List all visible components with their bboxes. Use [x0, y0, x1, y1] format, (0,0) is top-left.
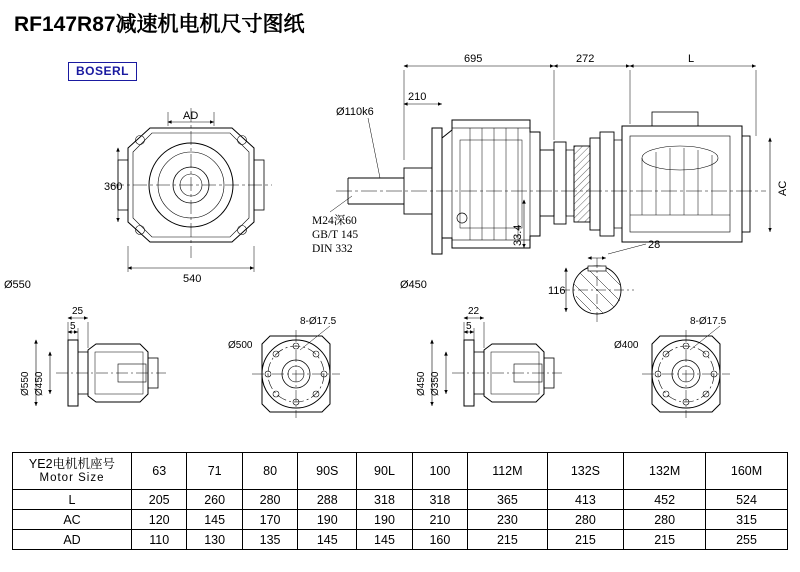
dim-AC-text: AC — [777, 180, 789, 196]
label-flange-550: Ø550 — [20, 371, 31, 396]
dim-L-text: L — [688, 53, 695, 65]
dim-AC — [770, 138, 789, 232]
cell-AD-3: 145 — [298, 530, 357, 550]
dim-210-text: 210 — [408, 91, 427, 103]
flange-view-1 — [20, 306, 166, 406]
cell-AC-9: 315 — [706, 510, 788, 530]
label-holes-right: 8-Ø17.5 — [690, 316, 727, 327]
header-cn: YE2电机机座号 — [28, 457, 116, 472]
col-size-6: 112M — [468, 453, 547, 490]
cell-AC-7: 280 — [547, 510, 624, 530]
table-row — [13, 530, 788, 550]
dim-22-text: 22 — [468, 306, 480, 317]
flange-view-3 — [416, 306, 562, 406]
dim-28-text: 28 — [648, 239, 661, 251]
cell-AD-9: 255 — [706, 530, 788, 550]
cell-AD-7: 215 — [547, 530, 624, 550]
thread-line2: GB/T 145 — [312, 229, 359, 241]
table-row — [13, 510, 788, 530]
thread-line1: M24深60 — [312, 215, 357, 227]
header-en: Motor Size — [39, 471, 105, 484]
label-d450: Ø450 — [400, 279, 427, 291]
cell-AC-6: 230 — [468, 510, 547, 530]
col-size-1: 71 — [187, 453, 242, 490]
cell-AD-8: 215 — [624, 530, 706, 550]
dim-272-text: 272 — [576, 53, 595, 65]
cell-AD-5: 160 — [412, 530, 467, 550]
col-size-5: 100 — [412, 453, 467, 490]
label-flange-400: Ø400 — [614, 340, 639, 351]
label-holes-left: 8-Ø17.5 — [300, 316, 337, 327]
cell-AC-8: 280 — [624, 510, 706, 530]
flange-view-4 — [614, 316, 730, 418]
cell-L-4: 318 — [357, 490, 412, 510]
row-label-AC: AC — [13, 510, 132, 530]
cell-L-3: 288 — [298, 490, 357, 510]
cell-AC-1: 145 — [187, 510, 242, 530]
dim-5-left-text: 5 — [70, 321, 76, 332]
left-front-view — [110, 108, 272, 258]
label-flange-500: Ø500 — [228, 340, 253, 351]
dim-33-4-text: 33.4 — [512, 224, 524, 246]
cell-AC-0: 120 — [132, 510, 187, 530]
dim-540-text: 540 — [183, 273, 202, 285]
brand-logo: BOSERL — [68, 62, 137, 81]
dim-AD-text: AD — [183, 110, 199, 122]
cell-L-5: 318 — [412, 490, 467, 510]
dim-360-text: 360 — [104, 181, 123, 193]
dim-360 — [104, 148, 122, 222]
cell-AC-5: 210 — [412, 510, 467, 530]
cell-AD-4: 145 — [357, 530, 412, 550]
cell-L-7: 413 — [547, 490, 624, 510]
dim-25-text: 25 — [72, 306, 84, 317]
cell-L-6: 365 — [468, 490, 547, 510]
cell-L-2: 280 — [242, 490, 297, 510]
col-size-4: 90L — [357, 453, 412, 490]
flange-view-2 — [228, 316, 340, 418]
col-size-2: 80 — [242, 453, 297, 490]
dim-L — [630, 53, 756, 136]
dim-5-right-text: 5 — [466, 321, 472, 332]
dim-d110 — [336, 106, 380, 178]
col-size-0: 63 — [132, 453, 187, 490]
dim-272 — [554, 53, 630, 124]
cell-AC-4: 190 — [357, 510, 412, 530]
cell-AD-0: 110 — [132, 530, 187, 550]
row-label-AD: AD — [13, 530, 132, 550]
dim-695-text: 695 — [464, 53, 483, 65]
cell-L-9: 524 — [706, 490, 788, 510]
thread-callout — [312, 196, 358, 255]
col-size-8: 132M — [624, 453, 706, 490]
thread-line3: DIN 332 — [312, 243, 353, 255]
motor-size-table — [12, 452, 788, 550]
label-d550: Ø550 — [4, 279, 31, 291]
cell-AD-1: 130 — [187, 530, 242, 550]
dim-210 — [404, 91, 442, 104]
cell-L-0: 205 — [132, 490, 187, 510]
key-section-detail — [548, 239, 660, 322]
col-size-9: 160M — [706, 453, 788, 490]
cell-AC-3: 190 — [298, 510, 357, 530]
dim-AD — [168, 110, 214, 126]
col-size-3: 90S — [298, 453, 357, 490]
dim-d110-text: Ø110k6 — [336, 106, 374, 118]
table-body — [13, 453, 788, 550]
dim-695 — [404, 53, 554, 160]
row-label-L: L — [13, 490, 132, 510]
main-assembly-side-view — [336, 112, 766, 254]
cell-AD-6: 215 — [468, 530, 547, 550]
table-row — [13, 453, 788, 490]
col-size-7: 132S — [547, 453, 624, 490]
cell-L-8: 452 — [624, 490, 706, 510]
table-header-cell — [13, 453, 132, 490]
table-row — [13, 490, 788, 510]
cell-AD-2: 135 — [242, 530, 297, 550]
label-flange-450b: Ø450 — [416, 371, 427, 396]
cell-L-1: 260 — [187, 490, 242, 510]
label-flange-450a: Ø450 — [34, 371, 45, 396]
dim-116-text: 116 — [548, 285, 566, 297]
label-flange-350: Ø350 — [430, 371, 441, 396]
page-title: RF147R87减速机电机尺寸图纸 — [14, 13, 305, 36]
cell-AC-2: 170 — [242, 510, 297, 530]
